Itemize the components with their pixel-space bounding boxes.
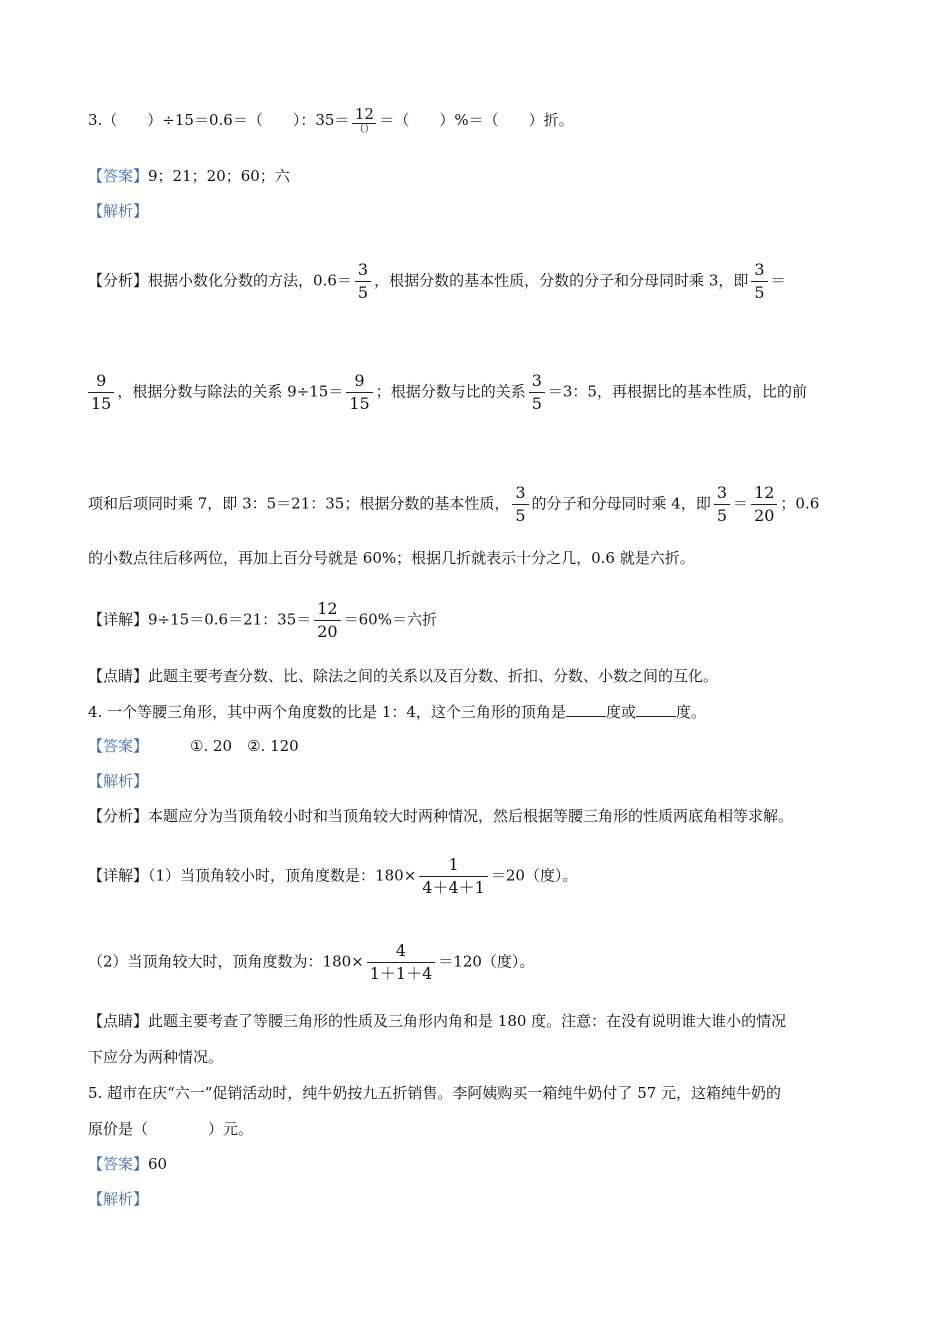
frac-num: 12: [352, 106, 376, 124]
detail-tag: 【详解】: [88, 610, 149, 629]
frac-num: 9: [88, 370, 114, 393]
frac-den: 5: [357, 283, 369, 302]
point-tag: 【点睛】: [88, 667, 149, 685]
q3-stem: [88, 106, 574, 136]
q4-point-l1: [88, 1011, 786, 1031]
text: 此题主要考查分数、比、除法之间的关系以及百分数、折扣、分数、小数之间的互化。: [148, 667, 719, 685]
text: ；根据分数与比的关系: [375, 382, 526, 401]
frac-den: 15: [91, 394, 112, 413]
q3-analysis-l3: [88, 482, 819, 527]
q3-jiexi: 【解析】: [88, 202, 149, 220]
q3-stem-text: 3.（ ）÷15＝0.6＝（ ）：35＝: [88, 111, 350, 129]
blank-1[interactable]: [566, 702, 606, 717]
fraction: [355, 259, 371, 304]
blank-2[interactable]: [636, 702, 676, 717]
q3-detail: [88, 598, 437, 643]
frac-den: 5: [716, 506, 728, 525]
fraction: [529, 370, 545, 415]
q5-jiexi: 【解析】: [88, 1190, 149, 1208]
text: 4. 一个等腰三角形，其中两个角度数的比是 1：4，这个三角形的顶角是: [88, 703, 566, 721]
q4-stem: [88, 702, 706, 722]
frac-den: （）: [354, 124, 375, 135]
fraction: [367, 940, 436, 985]
q4-detail-l2: [88, 940, 534, 985]
frac-num: 9: [346, 370, 372, 393]
fraction: [419, 854, 488, 899]
answer-tag: 【答案】: [88, 737, 149, 755]
text: （2）当顶角较大时，顶角度数为：180×: [88, 952, 364, 971]
analysis-tag: 【分析】: [88, 807, 149, 825]
frac-den: 5: [754, 283, 765, 302]
q4-detail-l1: [88, 854, 577, 899]
fraction: [346, 370, 372, 415]
q3-stem-text-2: ＝（ ）%＝（ ）折。: [379, 111, 574, 129]
analysis-tag: 【分析】: [88, 271, 149, 290]
q3-answer-text: 9；21；20；60；六: [148, 167, 290, 185]
fraction: [512, 482, 528, 527]
q4-jiexi: 【解析】: [88, 772, 149, 790]
text: 60: [148, 1155, 168, 1173]
q3-analysis-l4: 的小数点往后移两位，再加上百分号就是 60%；根据几折就表示十分之几，0.6 就是六折。: [88, 549, 695, 567]
fraction: [751, 482, 777, 527]
text: 度或: [605, 703, 636, 721]
fraction: [751, 259, 767, 304]
fraction: [314, 598, 340, 643]
text: 项和后项同时乘 7，即 3：5＝21：35；根据分数的基本性质，: [88, 494, 510, 513]
q3-point: [88, 666, 718, 686]
q3-answer: [88, 166, 290, 186]
text: ＝20（度）。: [490, 866, 578, 885]
text: 本题应分为当顶角较小时和当顶角较大时两种情况，然后根据等腰三角形的性质两底角相等求解。: [148, 807, 794, 825]
text: 的分子和分母同时乘 4，即: [531, 494, 711, 513]
text: （1）当顶角较小时，顶角度数是：180×: [148, 866, 417, 885]
text: ，根据分数与除法的关系 9÷15＝: [117, 382, 344, 401]
frac-num: 3: [714, 482, 730, 505]
frac-num: 1: [419, 854, 488, 877]
fraction: [714, 482, 730, 527]
frac-den: 5: [531, 394, 542, 413]
frac-den: 1＋1＋4: [369, 964, 433, 983]
text: ＝: [770, 271, 786, 290]
text: ；0.6: [780, 494, 820, 513]
q5-stem-l2: 原价是（ ）元。: [88, 1120, 254, 1138]
detail-tag: 【详解】: [88, 866, 149, 885]
frac-den: 15: [349, 394, 370, 413]
q5-stem-l1: 5. 超市在庆“六一”促销活动时，纯牛奶按九五折销售。李阿姨购买一箱纯牛奶付了 57 元，这箱纯牛奶的: [88, 1084, 782, 1102]
frac-num: 12: [751, 482, 777, 505]
frac-den: 5: [515, 506, 526, 525]
q3-analysis-l1: [88, 259, 786, 304]
answer-tag: 【答案】: [88, 167, 149, 185]
text: ＝3：5，再根据比的基本性质，比的前: [547, 382, 807, 401]
q3-analysis-l2: [88, 370, 807, 415]
frac-den: 20: [317, 622, 338, 641]
text: 此题主要考查了等腰三角形的性质及三角形内角和是 180 度。注意：在没有说明谁大谁小的情况: [148, 1012, 787, 1030]
text: ①. 20 ②. 120: [190, 737, 299, 755]
q4-point-l2: 下应分为两种情况。: [88, 1048, 224, 1066]
frac-den: 4＋4＋1: [422, 878, 485, 897]
point-tag: 【点睛】: [88, 1012, 149, 1030]
text: ，根据分数的基本性质，分数的分子和分母同时乘 3，即: [374, 271, 749, 290]
text: ＝: [733, 494, 749, 513]
text: ＝60%＝六折: [343, 610, 437, 629]
fraction: [88, 370, 114, 415]
text: 根据小数化分数的方法，0.6＝: [148, 271, 352, 290]
text: 度。: [675, 703, 706, 721]
frac-num: 12: [314, 598, 340, 621]
q5-answer: [88, 1154, 167, 1174]
text: 9÷15＝0.6＝21：35＝: [148, 610, 312, 629]
q3-fraction: [352, 106, 376, 136]
q4-analysis: [88, 806, 793, 826]
text: ＝120（度）。: [438, 952, 535, 971]
answer-tag: 【答案】: [88, 1155, 149, 1173]
frac-num: 3: [529, 370, 545, 393]
frac-den: 20: [754, 506, 775, 525]
frac-num: 3: [512, 482, 528, 505]
frac-num: 3: [355, 259, 371, 282]
frac-num: 3: [751, 259, 767, 282]
frac-num: 4: [367, 940, 436, 963]
q4-answer: [88, 736, 299, 756]
